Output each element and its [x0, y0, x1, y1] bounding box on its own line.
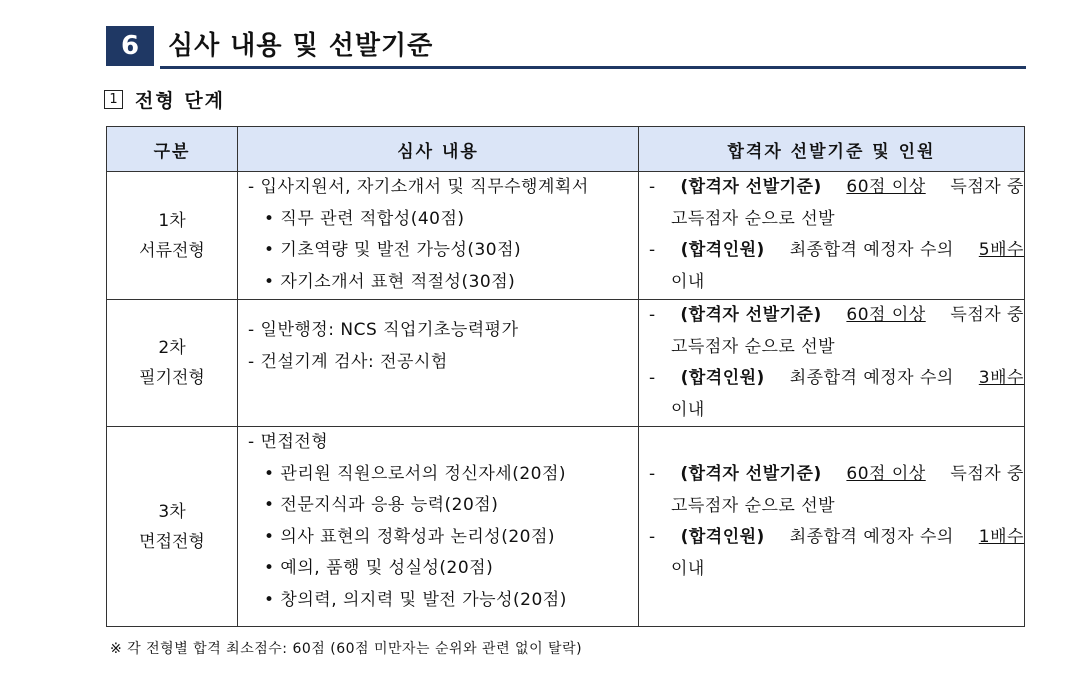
- criteria-line: [639, 522, 1024, 554]
- table-row-stage-2: [107, 300, 1025, 427]
- stage-name: 필기전형: [139, 368, 205, 388]
- criteria-middle: 최종합격 예정자 수의: [789, 240, 954, 260]
- subsection-number-box: 1: [104, 90, 123, 109]
- criteria-continuation: 이내: [671, 399, 705, 420]
- criteria-cell: [639, 300, 1025, 427]
- criteria-threshold: 60점 이상: [846, 305, 926, 325]
- criteria-label: (합격인원): [680, 368, 765, 388]
- criteria-continuation: 이내: [671, 271, 705, 292]
- criteria-line: [639, 363, 1024, 395]
- criteria-line: [639, 172, 1024, 204]
- content-item: • 관리원 직원으로서의 정신자세(20점): [264, 463, 567, 484]
- criteria-cell: [639, 172, 1025, 300]
- content-cell: [238, 427, 639, 627]
- criteria-cell: [639, 427, 1025, 627]
- table-row-stage-3: [107, 427, 1025, 627]
- criteria-threshold: 60점 이상: [846, 177, 926, 197]
- content-item: - 건설기계 검사: 전공시험: [248, 351, 448, 372]
- subsection-title: 전형 단계: [135, 89, 226, 112]
- criteria-continuation: 고득점자 순으로 선발: [671, 336, 836, 357]
- content-item: • 기초역량 및 발전 가능성(30점): [264, 240, 522, 260]
- criteria-middle: 최종합격 예정자 수의: [789, 368, 954, 388]
- content-item: - 면접전형: [248, 432, 329, 452]
- criteria-label: (합격자 선발기준): [680, 464, 822, 484]
- criteria-dash: -: [649, 177, 656, 197]
- content-item: - 일반행정: NCS 직업기초능력평가: [248, 320, 519, 340]
- criteria-continuation: 이내: [671, 558, 705, 579]
- criteria-threshold: 60점 이상: [846, 464, 926, 484]
- content-item: • 예의, 품행 및 성실성(20점): [264, 558, 494, 578]
- stage-number: 3차: [158, 501, 186, 522]
- criteria-tail: 득점자 중: [950, 464, 1024, 484]
- criteria-dash: -: [649, 527, 656, 547]
- content-item: • 전문지식과 응용 능력(20점): [264, 495, 499, 515]
- criteria-tail: 득점자 중: [950, 177, 1024, 197]
- criteria-dash: -: [649, 464, 656, 484]
- stage-number: 2차: [158, 338, 186, 358]
- content-item: - 입사지원서, 자기소개서 및 직무수행계획서: [248, 177, 589, 197]
- footnote: ※ 각 전형별 합격 최소점수: 60점 (60점 미만자는 순위와 관련 없이 탈락): [110, 641, 583, 657]
- criteria-dash: -: [649, 368, 656, 388]
- table-row-stage-1: [107, 172, 1025, 300]
- table-header-row: [107, 127, 1025, 172]
- criteria-line: [639, 459, 1024, 491]
- criteria-dash: -: [649, 305, 656, 325]
- criteria-continuation: 고득점자 순으로 선발: [671, 495, 836, 516]
- content-item: • 직무 관련 적합성(40점): [264, 208, 465, 229]
- section-title: 심사 내용 및 선발기준: [168, 31, 434, 61]
- header-category: 구분: [107, 127, 238, 172]
- content-item: • 자기소개서 표현 적절성(30점): [264, 271, 516, 292]
- criteria-multiple: 3배수: [978, 368, 1024, 388]
- stage-number: 1차: [158, 210, 186, 231]
- section-number-badge: 6: [106, 26, 154, 66]
- criteria-label: (합격자 선발기준): [680, 177, 822, 197]
- selection-stage-table: [106, 126, 1025, 627]
- subsection-header: [104, 86, 225, 112]
- stage-name: 서류전형: [139, 240, 205, 261]
- header-content: 심사 내용: [238, 127, 639, 172]
- content-item: • 의사 표현의 정확성과 논리성(20점): [264, 526, 556, 547]
- criteria-label: (합격인원): [680, 240, 765, 260]
- section-header: [106, 26, 1026, 70]
- criteria-line: [639, 235, 1024, 267]
- section-underline: [160, 66, 1026, 69]
- stage-cell: [107, 300, 238, 427]
- criteria-line: [639, 300, 1024, 332]
- criteria-tail: 득점자 중: [950, 305, 1024, 325]
- criteria-continuation: 고득점자 순으로 선발: [671, 208, 836, 229]
- content-cell: [238, 172, 639, 300]
- criteria-middle: 최종합격 예정자 수의: [789, 527, 954, 547]
- criteria-multiple: 5배수: [978, 240, 1024, 260]
- stage-cell: [107, 427, 238, 627]
- criteria-multiple: 1배수: [978, 527, 1024, 547]
- criteria-label: (합격자 선발기준): [680, 305, 822, 325]
- content-item: • 창의력, 의지력 및 발전 가능성(20점): [264, 589, 567, 610]
- criteria-label: (합격인원): [680, 527, 765, 547]
- content-cell: [238, 300, 639, 427]
- criteria-dash: -: [649, 240, 656, 260]
- header-criteria: 합격자 선발기준 및 인원: [639, 127, 1025, 172]
- stage-name: 면접전형: [139, 531, 205, 552]
- stage-cell: [107, 172, 238, 300]
